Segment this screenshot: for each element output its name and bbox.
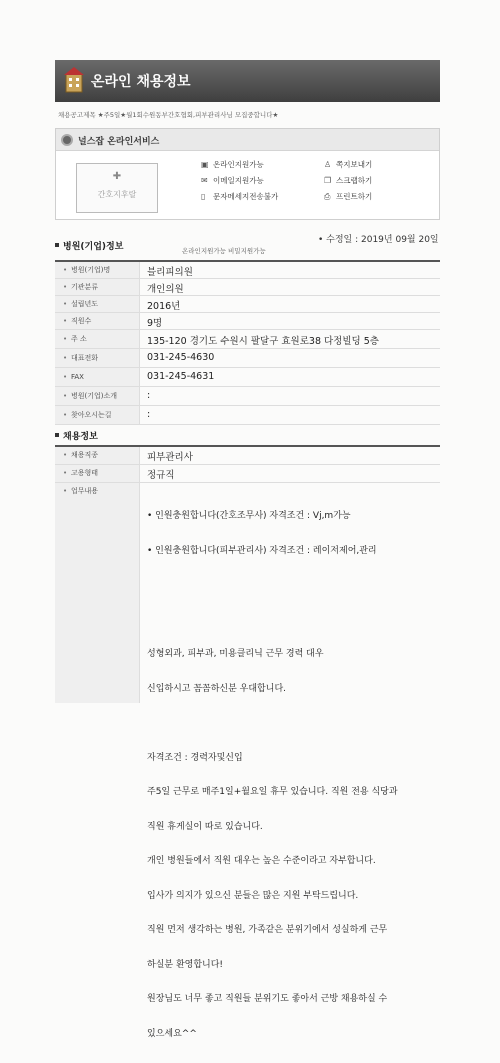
apply-options: 온라인지원가능 비밀지원가능	[182, 247, 266, 255]
plus-icon: ✚	[112, 171, 122, 182]
hospital-image-placeholder	[76, 163, 158, 213]
address: 135-120 경기도 수원시 팔달구 효원로38 다정빌딩 5층	[147, 336, 379, 347]
service-options-left	[201, 159, 278, 207]
online-services-box	[55, 128, 440, 220]
phone-icon: ▯	[201, 192, 206, 201]
service-options-right	[324, 159, 372, 207]
job-posting-page: 온라인 채용정보 채용공고제목 ★주5일★월1회수원동부간호협회,피부관리사님 모집중합니다★ 널스잡 온라인서비스 ✚ 간호지후랄 ▣ 온라인지원가능 ✉ 이메일지원가능 ▯ 문자메세지전송불가 ♙ 쪽지보내기 ❐ 스크랩하기 ⎙ 프린트하기 병원(기업)정보 온라인지원가능 비밀지원가능 • 수정일 : 2019년 09월 20일 • 병원(기업)명 블리피의원 • 기관분류 개인의원 • 설립년도 2016년 • 직원수 9명 • 주 소 135-120 경기도 수원시 팔달구 효원로38 다정빌딩 5층 • 대표전화 031-245-4630 • FAX 031-245-4631 • 병원(기업)소개 : • 찾아오시는길 : 채용정보 • 채용직종 피부관리사 • 고용형태 정규직 • 업무내용 • 인원충원합니다(간호조무사) 자격조건 : Vj,m가능 • 인원충원합니다(피부관리사) 자격조건 : 레이저제어,관리 성형외과, 피부과, 미용클리닉 근무 경력 대우 신입하시고 꼼꼼하신분 우대합니다. 자격조건 : 경력자및신입 주5일 근무로 매주1일+월요일 휴무 있습니다. 직원 전용 식당과 직원 휴게실이 따로 있습니다. 개인 병원들에서 직원 대우는 높은 수준이라고 자부합니다. 입사가 의지가 있으신 분들은 많은 지원 부탁드립니다. 직원 먼저 생각하는 병원, 가족같은 분위기에서 성실하게 근무 하실분 환영합니다! 원장님도 너무 좋고 직원들 분위기도 좋아서 근방 채용하실 수 있으세요^^	[0, 0, 500, 707]
services-title: 널스잡 온라인서비스	[78, 137, 160, 147]
bullet-icon	[61, 134, 73, 146]
fax-number: 031-245-4631	[147, 371, 215, 382]
email-apply-button[interactable]: ✉ 이메일지원가능	[201, 176, 264, 185]
send-note-button[interactable]: ♙ 쪽지보내기	[324, 160, 373, 169]
job-type: 피부관리사	[147, 452, 193, 463]
table-row: • 대표전화 031-245-4630	[55, 349, 440, 368]
section-bullet-icon	[55, 433, 59, 437]
scrap-button[interactable]: ❐ 스크랩하기	[324, 176, 373, 185]
person-icon: ♙	[324, 160, 332, 169]
image-caption: 간호지후랄	[97, 190, 137, 199]
posting-title: 채용공고제목 ★주5일★월1회수원동부간호협회,피부관리사님 모집중합니다★	[58, 111, 279, 119]
page-title: 온라인 채용정보	[91, 74, 191, 90]
table-row: • 업무내용 • 인원충원합니다(간호조무사) 자격조건 : Vj,m가능 • 인원충원합니다(피부관리사) 자격조건 : 레이저제어,관리 성형외과, 피부과, 미용클리닉 근무 경력 대우 신입하시고 꼼꼼하신분 우대합니다. 자격조건 : 경력자및신입 주5일 근무로 매주1일+월요일 휴무 있습니다. 직원 전용 식당과 직원 휴게실이 따로 있습니다. 개인 병원들에서 직원 대우는 높은 수준이라고 자부합니다. 입사가 의지가 있으신 분들은 많은 지원 부탁드립니다. 직원 먼저 생각하는 병원, 가족같은 분위기에서 성실하게 근무 하실분 환영합니다! 원장님도 너무 좋고 직원들 분위기도 좋아서 근방 채용하실 수 있으세요^^	[55, 483, 440, 703]
table-row: • 기관분류 개인의원	[55, 279, 440, 296]
section-bullet-icon	[55, 243, 59, 247]
employment-type: 정규직	[147, 470, 175, 481]
table-row: • 고용형태 정규직	[55, 465, 440, 483]
table-row: • 주 소 135-120 경기도 수원시 팔달구 효원로38 다정빌딩 5층	[55, 330, 440, 349]
print-button[interactable]: ⎙ 프린트하기	[324, 192, 373, 201]
table-row: • 설립년도 2016년	[55, 296, 440, 313]
table-row: • 병원(기업)소개 :	[55, 387, 440, 406]
hospital-info-table	[55, 260, 440, 425]
phone-number: 031-245-4630	[147, 352, 215, 363]
table-row: • 찾아오시는길 :	[55, 406, 440, 425]
table-row: • 병원(기업)명 블리피의원	[55, 262, 440, 279]
header-bar	[55, 60, 440, 102]
scrap-icon: ❐	[324, 176, 332, 185]
sms-apply-button[interactable]: ▯ 문자메세지전송불가	[201, 192, 279, 201]
table-row: • FAX 031-245-4631	[55, 368, 440, 387]
modified-date: • 수정일 : 2019년 09월 20일	[318, 235, 439, 245]
online-apply-button[interactable]: ▣ 온라인지원가능	[201, 160, 264, 169]
table-row: • 채용직종 피부관리사	[55, 447, 440, 465]
table-row: • 직원수 9명	[55, 313, 440, 330]
building-icon	[63, 66, 85, 94]
envelope-icon: ✉	[201, 176, 208, 185]
services-header	[56, 129, 439, 151]
job-description: • 인원충원합니다(간호조무사) 자격조건 : Vj,m가능 • 인원충원합니다(피부관리사) 자격조건 : 레이저제어,관리 성형외과, 피부과, 미용클리닉 근무 경력 대우 신입하시고 꼼꼼하신분 우대합니다. 자격조건 : 경력자및신입 주5일 근무로 매주1일+월요일 휴무 있습니다. 직원 전용 식당과 직원 휴게실이 따로 있습니다. 개인 병원들에서 직원 대우는 높은 수준이라고 자부합니다. 입사가 의지가 있으신 분들은 많은 지원 부탁드립니다. 직원 먼저 생각하는 병원, 가족같은 분위기에서 성실하게 근무 하실분 환영합니다! 원장님도 너무 좋고 직원들 분위기도 좋아서 근방 채용하실 수 있으세요^^	[147, 511, 398, 1039]
monitor-icon: ▣	[201, 160, 209, 169]
printer-icon: ⎙	[324, 192, 331, 201]
